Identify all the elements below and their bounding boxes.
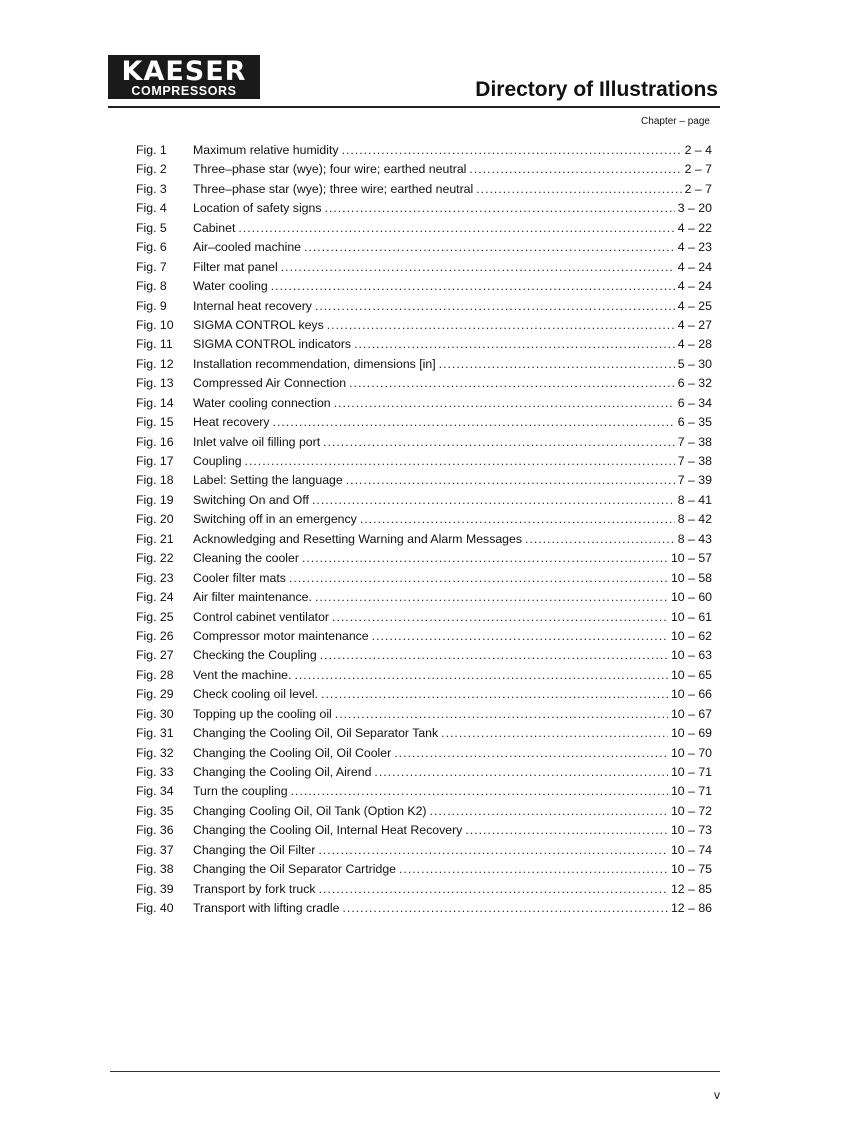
figure-title: Coupling bbox=[193, 454, 242, 468]
figure-entry bbox=[136, 782, 712, 801]
figure-number: Fig. 24 bbox=[136, 590, 174, 605]
figure-title: Compressed Air Connection bbox=[193, 376, 347, 391]
dot-leader bbox=[315, 588, 668, 607]
figure-entry bbox=[136, 724, 712, 743]
dot-leader bbox=[302, 549, 668, 568]
figure-entry bbox=[136, 491, 712, 510]
figure-page: 4 – 24 bbox=[677, 279, 712, 294]
figure-number: Fig. 27 bbox=[136, 648, 174, 663]
dot-leader bbox=[320, 646, 668, 665]
figure-title: Inlet valve oil filling port bbox=[193, 434, 321, 449]
figure-number: Fig. 10 bbox=[136, 317, 174, 332]
figure-entry bbox=[136, 238, 712, 257]
figure-title: Transport by fork truck bbox=[193, 881, 316, 896]
figure-number: Fig. 21 bbox=[136, 531, 174, 546]
dot-leader bbox=[394, 744, 668, 763]
figure-entry bbox=[136, 180, 712, 199]
figure-number: Fig. 6 bbox=[136, 240, 167, 255]
figure-page: 10 – 61 bbox=[670, 609, 712, 624]
figure-entry bbox=[136, 510, 712, 529]
figure-title: Changing the Cooling Oil, Oil Cooler bbox=[193, 745, 392, 760]
figure-number: Fig. 3 bbox=[136, 181, 167, 196]
dot-leader bbox=[374, 763, 668, 782]
figure-title: Changing the Oil Filter bbox=[193, 842, 316, 857]
dot-leader bbox=[315, 297, 675, 316]
figure-number: Fig. 36 bbox=[136, 823, 174, 838]
dot-leader bbox=[291, 782, 668, 801]
figure-page: 4 – 24 bbox=[677, 259, 712, 274]
dot-leader bbox=[354, 335, 675, 354]
figure-page: 5 – 30 bbox=[677, 356, 712, 371]
dot-leader bbox=[304, 238, 675, 257]
figure-title: Label: Setting the language bbox=[193, 473, 343, 488]
figure-number: Fig. 30 bbox=[136, 706, 174, 721]
dot-leader bbox=[245, 452, 675, 471]
figure-page: 3 – 20 bbox=[677, 201, 712, 216]
dot-leader bbox=[325, 199, 675, 218]
figure-page: 10 – 70 bbox=[670, 745, 712, 760]
figure-number: Fig. 39 bbox=[136, 881, 174, 896]
figure-number: Fig. 9 bbox=[136, 298, 167, 313]
figure-title: Check cooling oil level. bbox=[193, 687, 319, 702]
figure-title: Changing the Oil Separator Cartridge bbox=[193, 862, 397, 877]
dot-leader bbox=[469, 160, 681, 179]
figure-entry bbox=[136, 802, 712, 821]
dot-leader bbox=[399, 860, 668, 879]
figure-page: 4 – 27 bbox=[677, 317, 712, 332]
figure-title: Location of safety signs bbox=[193, 201, 322, 216]
figure-entry bbox=[136, 219, 712, 238]
figure-entry bbox=[136, 608, 712, 627]
dot-leader bbox=[294, 666, 668, 685]
figure-page: 10 – 65 bbox=[670, 667, 712, 682]
figure-title: SIGMA CONTROL indicators bbox=[193, 337, 352, 352]
figure-entry bbox=[136, 141, 712, 160]
figure-entry bbox=[136, 471, 712, 490]
figure-title: Compressor motor maintenance bbox=[193, 628, 369, 643]
figure-page: 12 – 85 bbox=[670, 881, 712, 896]
figure-page: 10 – 71 bbox=[670, 765, 712, 779]
figure-title: Air filter maintenance. bbox=[193, 590, 312, 605]
dot-leader bbox=[372, 627, 668, 646]
figure-entry bbox=[136, 588, 712, 607]
figure-title: Cabinet bbox=[193, 220, 236, 235]
figure-page: 8 – 43 bbox=[677, 531, 712, 546]
figure-page: 10 – 73 bbox=[670, 823, 712, 838]
figure-page: 4 – 22 bbox=[677, 220, 712, 235]
figure-entry bbox=[136, 821, 712, 840]
figure-number: Fig. 4 bbox=[136, 201, 167, 216]
figure-entry bbox=[136, 258, 712, 277]
dot-leader bbox=[323, 433, 675, 452]
page-number: v bbox=[714, 1088, 720, 1102]
figure-title: Filter mat panel bbox=[193, 259, 278, 274]
figure-number: Fig. 35 bbox=[136, 803, 174, 818]
dot-leader bbox=[238, 219, 674, 238]
figure-number: Fig. 8 bbox=[136, 279, 167, 294]
figure-title: Cleaning the cooler bbox=[193, 551, 299, 566]
logo-brand: KAESER bbox=[121, 56, 247, 87]
figure-number: Fig. 31 bbox=[136, 726, 174, 741]
figure-number: Fig. 28 bbox=[136, 667, 174, 682]
figure-title: Transport with lifting cradle bbox=[193, 901, 340, 916]
figure-title: Water cooling connection bbox=[193, 395, 331, 410]
figure-number: Fig. 22 bbox=[136, 551, 174, 566]
figure-title: Internal heat recovery bbox=[193, 298, 312, 313]
figure-entry bbox=[136, 433, 712, 452]
figure-number: Fig. 16 bbox=[136, 434, 174, 449]
figure-entry bbox=[136, 627, 712, 646]
figure-number: Fig. 20 bbox=[136, 512, 174, 527]
dot-leader bbox=[271, 277, 675, 296]
figure-number: Fig. 2 bbox=[136, 162, 167, 177]
figure-number: Fig. 23 bbox=[136, 570, 174, 585]
figure-title: Changing Cooling Oil, Oil Tank (Option K2) bbox=[193, 803, 427, 818]
figure-number: Fig. 12 bbox=[136, 356, 174, 371]
dot-leader bbox=[342, 141, 682, 160]
figure-entry bbox=[136, 841, 712, 860]
figure-title: Vent the machine. bbox=[193, 667, 292, 682]
figure-title: SIGMA CONTROL keys bbox=[193, 317, 324, 332]
dot-leader bbox=[332, 608, 668, 627]
figure-page: 7 – 38 bbox=[677, 454, 712, 468]
dot-leader bbox=[342, 899, 667, 918]
dot-leader bbox=[334, 394, 675, 413]
dot-leader bbox=[349, 374, 675, 393]
dot-leader bbox=[441, 724, 668, 743]
figure-page: 10 – 58 bbox=[670, 570, 712, 585]
dot-leader bbox=[439, 355, 675, 374]
dot-leader bbox=[335, 705, 668, 724]
figure-title: Topping up the cooling oil bbox=[193, 706, 332, 721]
figure-entry bbox=[136, 277, 712, 296]
figure-entry bbox=[136, 763, 712, 782]
figure-number: Fig. 19 bbox=[136, 492, 174, 507]
figure-page: 4 – 25 bbox=[677, 298, 712, 313]
header-rule bbox=[108, 106, 720, 108]
figure-page: 10 – 67 bbox=[670, 706, 712, 721]
figure-title: Cooler filter mats bbox=[193, 570, 286, 585]
figure-number: Fig. 18 bbox=[136, 473, 174, 488]
figure-title: Switching off in an emergency bbox=[193, 512, 357, 527]
figure-page: 10 – 69 bbox=[670, 726, 712, 741]
figure-number: Fig. 11 bbox=[136, 337, 173, 352]
figure-entry bbox=[136, 860, 712, 879]
figure-entry bbox=[136, 316, 712, 335]
figure-page: 10 – 71 bbox=[670, 784, 712, 799]
figure-entry bbox=[136, 355, 712, 374]
dot-leader bbox=[327, 316, 675, 335]
figure-number: Fig. 38 bbox=[136, 862, 174, 877]
figure-entry bbox=[136, 413, 712, 432]
dot-leader bbox=[273, 413, 675, 432]
page-title: Directory of Illustrations bbox=[475, 78, 718, 101]
figure-entry bbox=[136, 880, 712, 899]
footer-rule bbox=[110, 1071, 720, 1072]
figure-title: Changing the Cooling Oil, Oil Separator Tank bbox=[193, 726, 439, 741]
figure-number: Fig. 17 bbox=[136, 454, 174, 468]
dot-leader bbox=[525, 530, 675, 549]
dot-leader bbox=[281, 258, 675, 277]
figure-title: Checking the Coupling bbox=[193, 648, 317, 663]
figure-page: 2 – 7 bbox=[684, 162, 712, 177]
figure-entry bbox=[136, 199, 712, 218]
dot-leader bbox=[321, 685, 668, 704]
dot-leader bbox=[319, 880, 668, 899]
figure-page: 10 – 74 bbox=[670, 842, 712, 857]
figure-page: 10 – 63 bbox=[670, 648, 712, 663]
figure-title: Heat recovery bbox=[193, 415, 270, 430]
figure-entry bbox=[136, 549, 712, 568]
dot-leader bbox=[318, 841, 668, 860]
figure-page: 12 – 86 bbox=[670, 901, 712, 916]
figure-number: Fig. 33 bbox=[136, 765, 174, 779]
dot-leader bbox=[476, 180, 681, 199]
figure-entry bbox=[136, 666, 712, 685]
figure-page: 6 – 32 bbox=[677, 376, 712, 391]
figure-page: 6 – 35 bbox=[677, 415, 712, 430]
figure-page: 10 – 62 bbox=[670, 628, 712, 643]
figure-entry bbox=[136, 705, 712, 724]
figure-title: Changing the Cooling Oil, Airend bbox=[193, 765, 372, 779]
figure-page: 10 – 57 bbox=[670, 551, 712, 566]
dot-leader bbox=[430, 802, 668, 821]
figure-title: Turn the coupling bbox=[193, 784, 288, 799]
figure-page: 8 – 41 bbox=[677, 492, 712, 507]
figure-title: Switching On and Off bbox=[193, 492, 309, 507]
figure-number: Fig. 29 bbox=[136, 687, 174, 702]
figure-number: Fig. 25 bbox=[136, 609, 174, 624]
figure-number: Fig. 32 bbox=[136, 745, 174, 760]
figure-page: 7 – 38 bbox=[677, 434, 712, 449]
figure-title: Control cabinet ventilator bbox=[193, 609, 330, 624]
kaeser-logo bbox=[108, 55, 260, 99]
figure-entry bbox=[136, 160, 712, 179]
figure-page: 10 – 66 bbox=[670, 687, 712, 702]
figure-entry bbox=[136, 374, 712, 393]
figure-page: 2 – 4 bbox=[684, 143, 712, 157]
figure-entry bbox=[136, 646, 712, 665]
figure-number: Fig. 40 bbox=[136, 901, 174, 916]
figure-page: 6 – 34 bbox=[677, 395, 712, 410]
figure-page: 10 – 60 bbox=[670, 590, 712, 605]
dot-leader bbox=[465, 821, 668, 840]
figure-entry bbox=[136, 569, 712, 588]
figure-title: Acknowledging and Resetting Warning and Alarm Messages bbox=[193, 531, 523, 546]
figure-number: Fig. 1 bbox=[136, 143, 167, 157]
column-label: Chapter – page bbox=[641, 116, 710, 127]
figure-number: Fig. 5 bbox=[136, 220, 167, 235]
figure-page: 10 – 72 bbox=[670, 803, 712, 818]
figure-entry bbox=[136, 452, 712, 471]
figure-number: Fig. 14 bbox=[136, 395, 174, 410]
figure-title: Maximum relative humidity bbox=[193, 143, 339, 157]
figure-title: Changing the Cooling Oil, Internal Heat Recovery bbox=[193, 823, 463, 838]
figure-number: Fig. 13 bbox=[136, 376, 174, 391]
figure-page: 4 – 28 bbox=[677, 337, 712, 352]
figure-number: Fig. 15 bbox=[136, 415, 174, 430]
dot-leader bbox=[346, 471, 675, 490]
figure-page: 8 – 42 bbox=[677, 512, 712, 527]
figure-list bbox=[136, 141, 712, 919]
figure-title: Three–phase star (wye); four wire; earthed neutral bbox=[193, 162, 467, 177]
figure-title: Three–phase star (wye); three wire; earthed neutral bbox=[193, 181, 474, 196]
figure-number: Fig. 26 bbox=[136, 628, 174, 643]
dot-leader bbox=[360, 510, 675, 529]
figure-entry bbox=[136, 335, 712, 354]
figure-page: 4 – 23 bbox=[677, 240, 712, 255]
figure-number: Fig. 7 bbox=[136, 259, 167, 274]
logo-sub: COMPRESSORS bbox=[131, 84, 237, 98]
figure-page: 7 – 39 bbox=[677, 473, 712, 488]
figure-title: Water cooling bbox=[193, 279, 268, 294]
figure-page: 10 – 75 bbox=[670, 862, 712, 877]
figure-entry bbox=[136, 744, 712, 763]
dot-leader bbox=[289, 569, 668, 588]
dot-leader bbox=[312, 491, 675, 510]
figure-entry bbox=[136, 899, 712, 918]
figure-entry bbox=[136, 297, 712, 316]
figure-number: Fig. 34 bbox=[136, 784, 174, 799]
figure-entry bbox=[136, 685, 712, 704]
figure-number: Fig. 37 bbox=[136, 842, 174, 857]
figure-page: 2 – 7 bbox=[684, 181, 712, 196]
figure-title: Installation recommendation, dimensions [in] bbox=[193, 356, 436, 371]
figure-entry bbox=[136, 530, 712, 549]
figure-entry bbox=[136, 394, 712, 413]
figure-title: Air–cooled machine bbox=[193, 240, 302, 255]
